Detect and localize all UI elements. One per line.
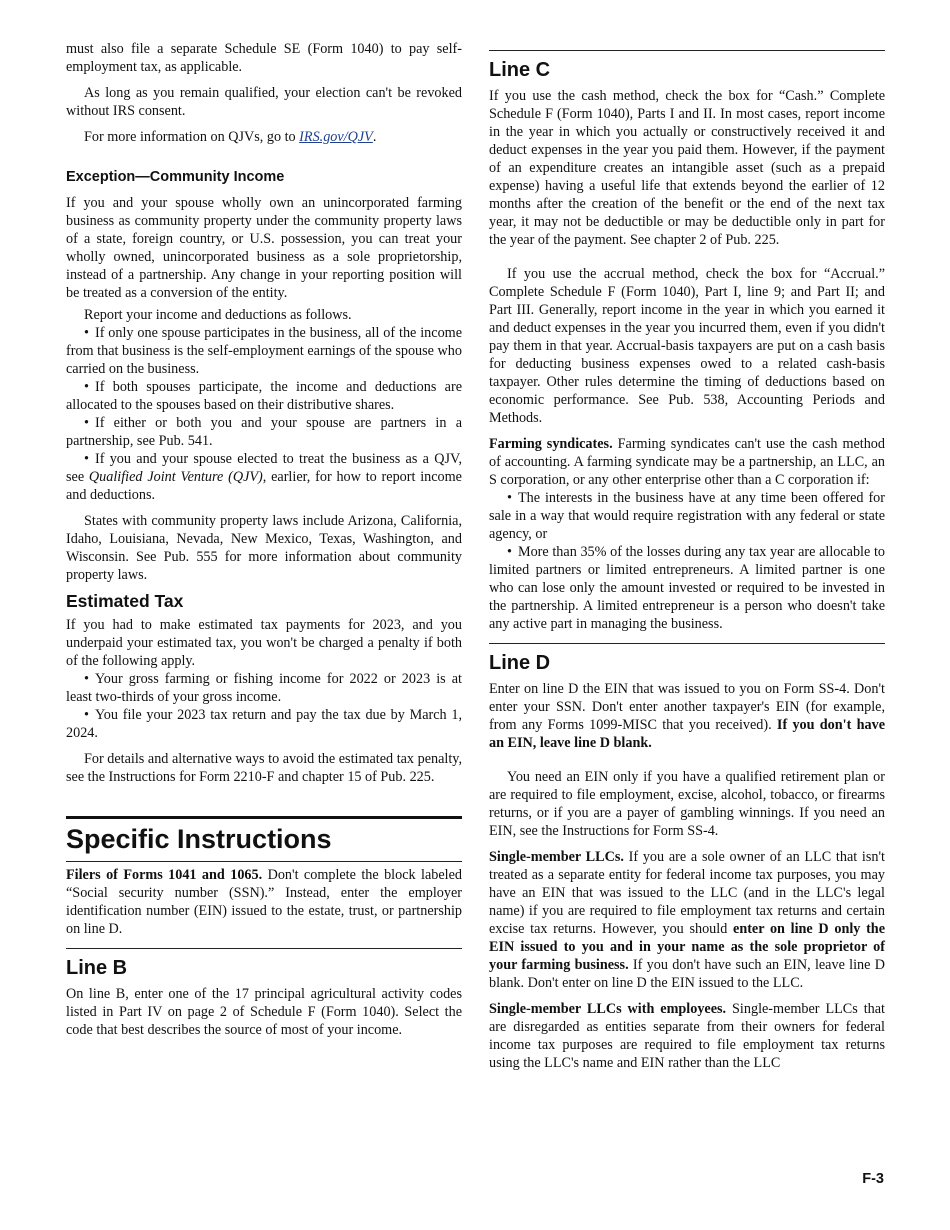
paragraph: Enter on line D the EIN that was issued to you on Form SS-4. Don't enter your SSN. Don't enter another taxpayer's EIN (for example, from any Forms 1099-MISC that you received). If you don't have an EIN, leave line D blank. (489, 681, 885, 751)
paragraph: If you and your spouse wholly own an unincorporated farming business as community property under the community property laws of a state, foreign country, or U.S. possession, you can treat your wholly owned, unincorporated business as a sole proprietorship, instead of a partnership. Any change in your reporting position will be treated as a conversion of the entity. (66, 195, 462, 301)
paragraph: As long as you remain qualified, your election can't be revoked without IRS consent. (66, 85, 462, 119)
paragraph: must also file a separate Schedule SE (Form 1040) to pay self-employment tax, as applicable. (66, 41, 462, 75)
paragraph: Report your income and deductions as follows. (84, 307, 352, 323)
exception-heading: Exception—Community Income (66, 169, 285, 185)
paragraph: Filers of Forms 1041 and 1065. Don't complete the block labeled “Social security number (SSN).” Instead, enter the employer identification number (EIN) issued to the estate, trust, or partnership on line D. (66, 867, 462, 937)
paragraph: For details and alternative ways to avoid the estimated tax penalty, see the Instructions for Form 2210-F and chapter 15 of Pub. 225. (66, 751, 462, 785)
line-d-heading: Line D (489, 652, 551, 674)
specific-instructions-heading: Specific Instructions (66, 824, 332, 854)
list-item: • If either or both you and your spouse are partners in a partnership, see Pub. 541. (66, 414, 462, 450)
list-item: • More than 35% of the losses during any tax year are allocable to limited partners or limited entrepreneurs. A limited partner is one who can lose only the amount invested or required to be invested in the partnership. A limited entrepreneur is a person who doesn't take any active part in managing the business. (489, 543, 885, 633)
list-item: • You file your 2023 tax return and pay the tax due by March 1, 2024. (66, 706, 462, 742)
estimated-tax-heading: Estimated Tax (66, 591, 184, 611)
paragraph: Farming syndicates. Farming syndicates can't use the cash method of accounting. A farming syndicate may be a partnership, an LLC, an S corporation, or any other enterprise other than a C corporation if: (489, 436, 885, 488)
paragraph: If you use the accrual method, check the box for “Accrual.” Complete Schedule F (Form 1040), Part I, line 9; and Part II; and Part III. Generally, report income in the year in which you earned it and deduct expenses in the year you incurred them, even if you didn't pay them in that year. Accrual-basis taxpayers are put on a cash basis for deducting business expenses owed to a related cash-basis taxpayer. Other rules determine the timing of deductions based on economic performance. See Pub. 538, Accounting Periods and Methods. (489, 266, 885, 426)
line-c-heading: Line C (489, 59, 551, 81)
list-item: • If only one spouse participates in the business, all of the income from that business is the self-employment earnings of the spouse who carried on the business. (66, 324, 462, 378)
list-item: • The interests in the business have at any time been offered for sale in a way that would require registration with any federal or state agency, or (489, 489, 885, 543)
qjv-info-paragraph: For more information on QJVs, go to IRS.gov/QJV. (84, 129, 377, 145)
paragraph: You need an EIN only if you have a qualified retirement plan or are required to file employment, excise, alcohol, tobacco, or firearms returns, or if you are a payer of gambling winnings. If you need an EIN, see the Instructions for Form SS-4. (489, 769, 885, 839)
paragraph: If you had to make estimated tax payments for 2023, and you underpaid your estimated tax, you won't be charged a penalty if both of the following apply. (66, 617, 462, 669)
paragraph: If you use the cash method, check the box for “Cash.” Complete Schedule F (Form 1040), Parts I and II. In most cases, report income in the year in which you actually or constructively received it and deduct expenses in the year you paid them. However, if the payment of an expenditure creates an intangible asset (such as a prepaid expense) having a useful life that extends beyond the earlier of 12 months after the creation of the benefit or the end of the next tax year, it may not be deductible or may be deductible only in part for the year of the payment. See chapter 2 of Pub. 225. (489, 88, 885, 248)
paragraph: Single-member LLCs. If you are a sole owner of an LLC that isn't treated as a separate entity for federal income tax purposes, you may have an EIN that was issued to the LLC (and in the LLC's legal name) if you are required to file employment tax returns and certain excise tax returns. However, you should enter on line D only the EIN issued to you and in your name as the sole proprietor of your farming business. If you don't have such an EIN, leave line D blank. Don't enter on line D the EIN issued to the LLC. (489, 849, 886, 991)
line-b-heading: Line B (66, 957, 128, 979)
paragraph: States with community property laws include Arizona, California, Idaho, Louisiana, Nevada, New Mexico, Texas, Washington, and Wisconsin. See Pub. 555 for more information about community property laws. (66, 513, 462, 583)
left-column (66, 40, 462, 1039)
irs-qjv-link[interactable]: IRS.gov/QJV (299, 129, 373, 145)
divider (66, 861, 462, 862)
paragraph: On line B, enter one of the 17 principal agricultural activity codes listed in Part IV on page 2 of Schedule F (Form 1040). Select the code that best describes the source of most of your income. (66, 986, 462, 1038)
list-item: • If you and your spouse elected to treat the business as a QJV, see Qualified Joint Venture (QJV), earlier, for how to report income and deductions. (66, 450, 462, 504)
paragraph: Single-member LLCs with employees. Single-member LLCs that are disregarded as entities separate from their owners for federal income tax purposes are required to file employment tax returns using the LLC's name and EIN rather than the LLC (489, 1001, 886, 1071)
list-item: • Your gross farming or fishing income for 2022 or 2023 is at least two-thirds of your gross income. (66, 670, 462, 706)
page-number: F-3 (862, 1171, 884, 1187)
list-item: • If both spouses participate, the income and deductions are allocated to the spouses based on their distributive shares. (66, 378, 462, 414)
right-column (489, 50, 885, 1072)
